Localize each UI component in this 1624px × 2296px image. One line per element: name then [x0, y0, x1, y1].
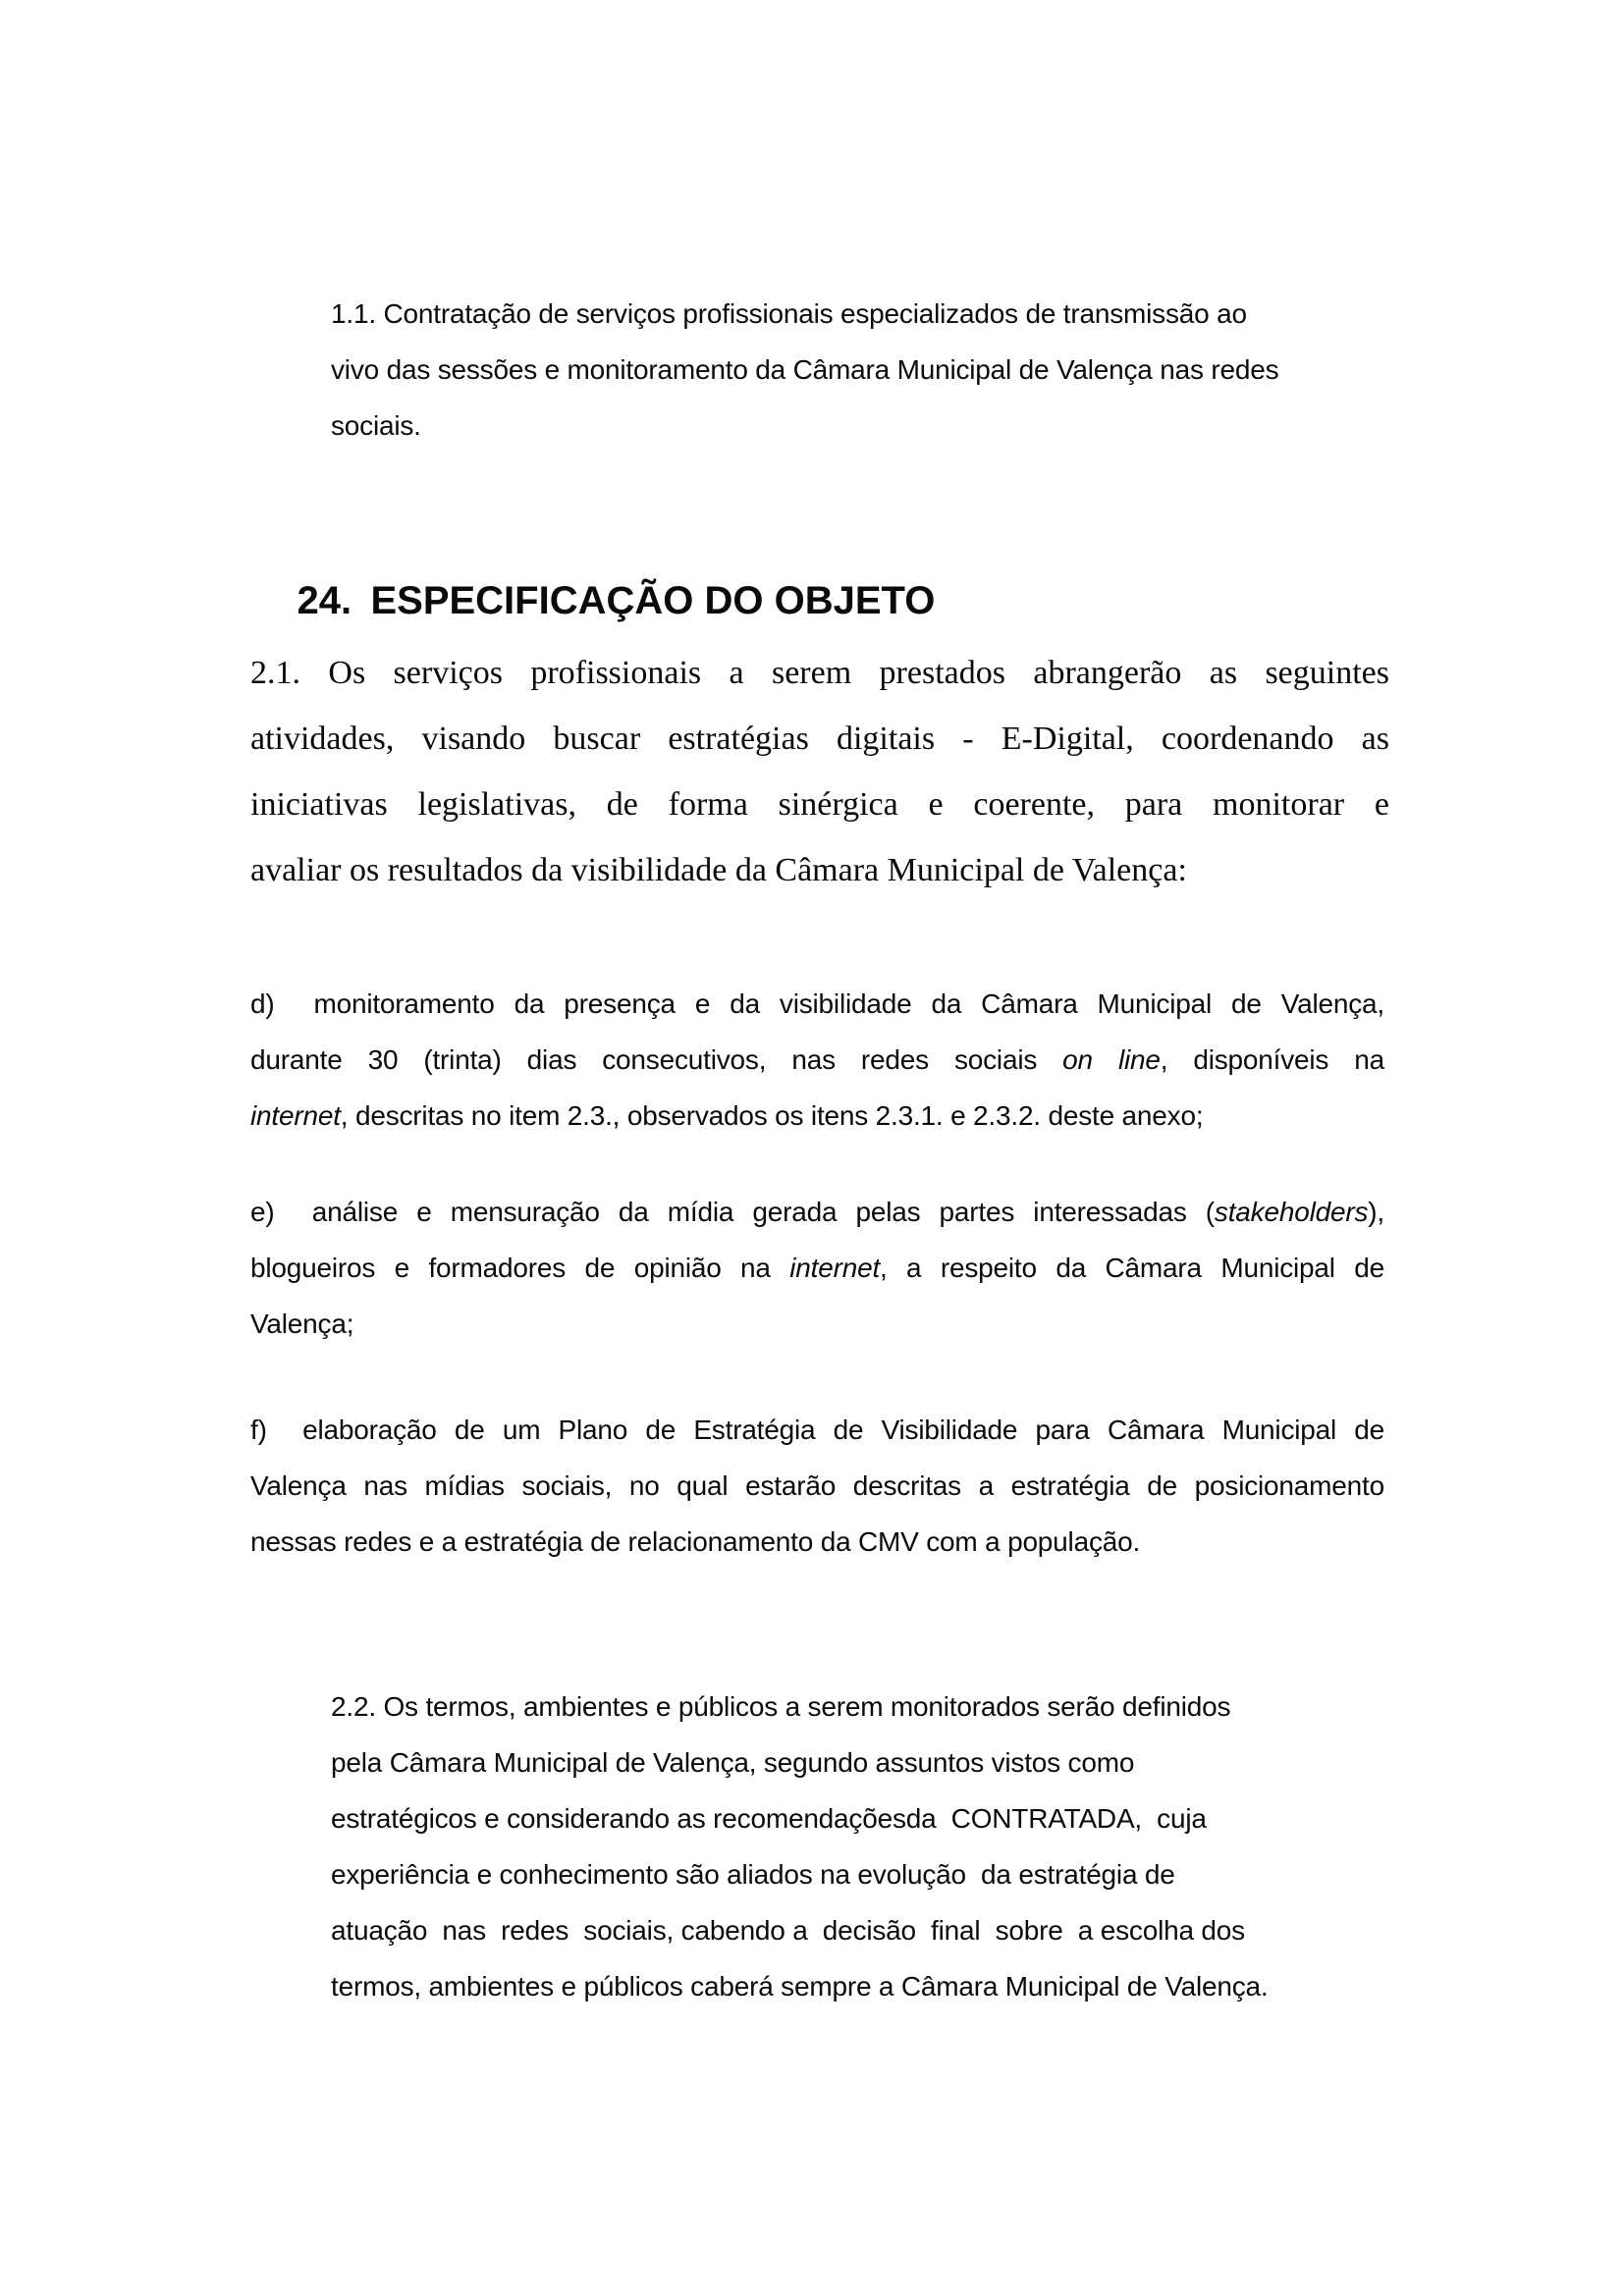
text-line — [250, 1402, 1384, 1458]
heading-number: 24. — [297, 579, 352, 622]
text-segment: atuação nas redes sociais, cabendo a decisão final sobre a escolha dos — [331, 1915, 1245, 1946]
text-segment: Valença nas mídias sociais, no qual estarão descritas a estratégia de posicionamento — [250, 1470, 1384, 1501]
italic-text-segment: internet — [789, 1253, 881, 1283]
text-segment: ), — [1368, 1197, 1384, 1227]
text-segment: experiência e conhecimento são aliados na evolução da estratégia de — [331, 1859, 1175, 1890]
paragraph-2-2 — [331, 1679, 1377, 2014]
text-line — [250, 837, 1389, 903]
text-line — [331, 342, 1377, 398]
italic-text-segment: stakeholders — [1214, 1197, 1369, 1227]
text-segment: , a respeito da Câmara Municipal de — [880, 1253, 1384, 1283]
text-line — [331, 1902, 1377, 1958]
text-line — [250, 772, 1389, 837]
text-line — [250, 640, 1389, 706]
text-segment: Valença; — [250, 1308, 354, 1339]
italic-text-segment: on line — [1062, 1044, 1161, 1075]
text-segment: 1.1. Contratação de serviços profissionais especializados de transmissão ao — [331, 298, 1247, 329]
text-segment: 2.2. Os termos, ambientes e públicos a serem monitorados serão definidos — [331, 1691, 1231, 1722]
text-segment: d) monitoramento da presença e da visibilidade da Câmara Municipal de Valença, — [250, 988, 1384, 1019]
list-item-d — [250, 976, 1384, 1144]
text-line — [250, 706, 1389, 772]
text-segment: e) análise e mensuração da mídia gerada pelas partes interessadas ( — [250, 1197, 1215, 1227]
text-line — [331, 1790, 1377, 1846]
text-line — [331, 1735, 1377, 1790]
italic-text-segment: internet — [250, 1100, 341, 1131]
text-segment: vivo das sessões e monitoramento da Câmara Municipal de Valença nas redes — [331, 354, 1279, 385]
text-line — [331, 1679, 1377, 1735]
heading-title: ESPECIFICAÇÃO DO OBJETO — [370, 579, 936, 622]
text-segment: avaliar os resultados da visibilidade da Câmara Municipal de Valença: — [250, 852, 1187, 888]
list-item-f — [250, 1402, 1384, 1570]
text-line — [250, 1296, 1384, 1352]
text-segment: atividades, visando buscar estratégias digitais - E-Digital, coordenando as — [250, 721, 1389, 757]
text-segment: f) elaboração de um Plano de Estratégia de Visibilidade para Câmara Municipal de — [250, 1415, 1384, 1445]
text-line — [250, 1184, 1384, 1240]
text-segment: termos, ambientes e públicos caberá sempre a Câmara Municipal de Valença. — [331, 1971, 1269, 2002]
text-line — [250, 1458, 1384, 1514]
text-line — [250, 1032, 1384, 1088]
text-line — [250, 1240, 1384, 1296]
text-segment: estratégicos e considerando as recomendaçõesda CONTRATADA, cuja — [331, 1803, 1207, 1834]
text-segment: , disponíveis na — [1160, 1044, 1384, 1075]
text-segment: nessas redes e a estratégia de relacionamento da CMV com a população. — [250, 1526, 1141, 1557]
text-segment: durante 30 (trinta) dias consecutivos, nas redes sociais — [250, 1044, 1063, 1075]
text-segment: pela Câmara Municipal de Valença, segundo assuntos vistos como — [331, 1747, 1135, 1778]
text-segment: blogueiros e formadores de opinião na — [250, 1253, 790, 1283]
text-line — [331, 1958, 1377, 2014]
text-line — [331, 1846, 1377, 1902]
text-segment: 2.1. Os serviços profissionais a serem prestados abrangerão as seguintes — [250, 655, 1389, 691]
text-line — [250, 1088, 1384, 1144]
text-segment: , descritas no item 2.3., observados os itens 2.3.1. e 2.3.2. deste anexo; — [340, 1100, 1204, 1131]
paragraph-2-1 — [250, 640, 1389, 903]
text-line — [331, 398, 1377, 454]
text-segment: iniciativas legislativas, de forma sinérgica e coerente, para monitorar e — [250, 786, 1389, 823]
list-item-e — [250, 1184, 1384, 1352]
paragraph-1-1 — [331, 286, 1377, 454]
text-line — [250, 1514, 1384, 1570]
text-segment: sociais. — [331, 410, 421, 441]
text-line — [331, 286, 1377, 342]
text-line — [250, 976, 1384, 1032]
